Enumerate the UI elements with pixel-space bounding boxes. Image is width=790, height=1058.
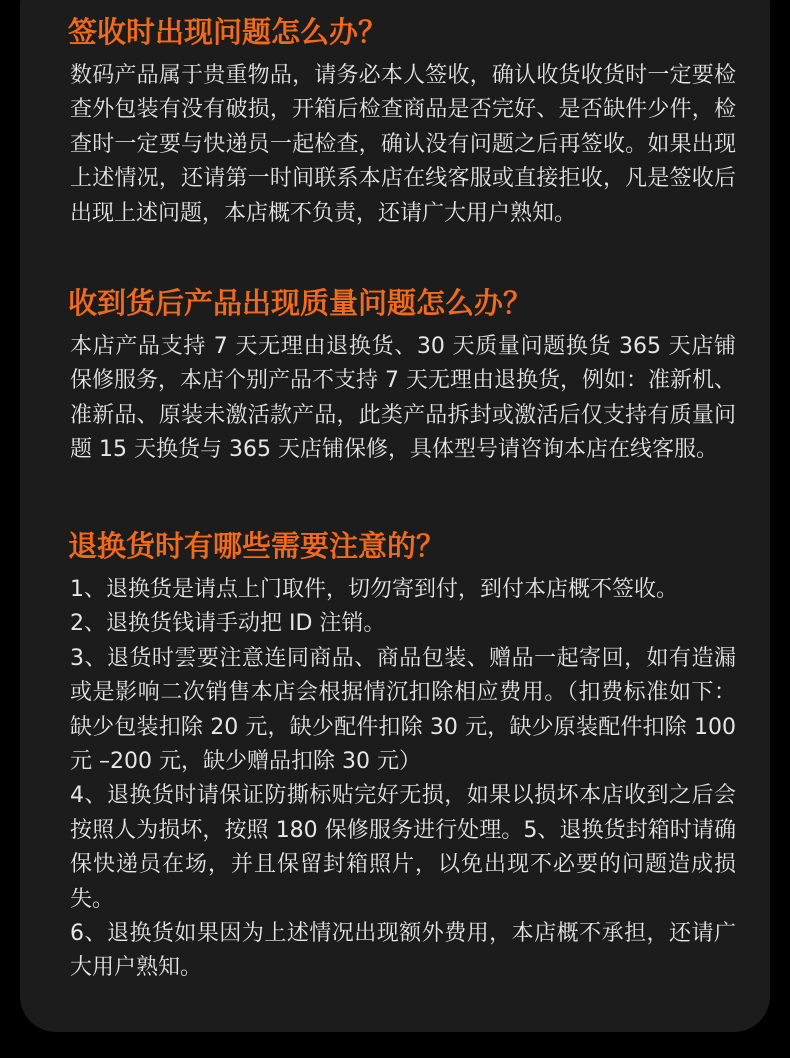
section-title-signing: 签收时出现问题怎么办？ [68,15,388,49]
section-body-signing: 数码产品属于贵重物品，请务必本人签收，确认收货收货时一定要检查外包装有没有破损，开箱后检查商品是否完好、是否缺件少件，检查时一定要与快递员一起检查，确认没有问题之后再签收。如果出现上述情况，还请第一时间联系本店在线客服或直接拒收，凡是签收后出现上述问题，本店概不负责，还请广大用户熟知。 [70,63,736,226]
section-body-quality: 本店产品支持 7 天无理由退换货、30 天质量问题换货 365 天店铺保修服务，本店个别产品不支持 7 天无理由退换货，例如：准新机、准新品、原装未激活款产品，此类产品拆封或激活后仅支持有质量问题 15 天换货与 365 天店铺保修，具体型号请咨询本店在线客服。 [70,334,736,463]
list-item: 6、退换货如果因为上述情况出现额外费用，本店概不承担，还请广大用户熟知。 [70,921,736,981]
list-item: 1、退换货是请点上门取件，切勿寄到付，到付本店概不签收。 [70,577,678,602]
list-item: 2、退换货钱请手动把 ID 注销。 [70,611,386,637]
section-title-quality: 收到货后产品出现质量问题怎么办？ [68,286,533,320]
section-title-returns: 退换货时有哪些需要注意的？ [68,529,446,563]
section-body-returns [70,573,736,986]
list-item: 4、退换货时请保证防撕标贴完好无损，如果以损坏本店收到之后会按照人为损坏，按照 180 保修服务进行处理。5、退换货封箱时请确保快递员在场，并且保留封箱照片，以免出现不必要的问题造成损失。 [70,783,736,912]
list-item: 3、退货时雲要注意连同商品、商品包装、赠品一起寄回，如有造漏或是影响二次销售本店会根据情沉扣除相应费用。（扣费标准如下：缺少包装扣除 20 元，缺少配件扣除 30 元，缺少原装配件扣除 100 元 –200 元，缺少赠品扣除 30 元） [70,645,736,775]
